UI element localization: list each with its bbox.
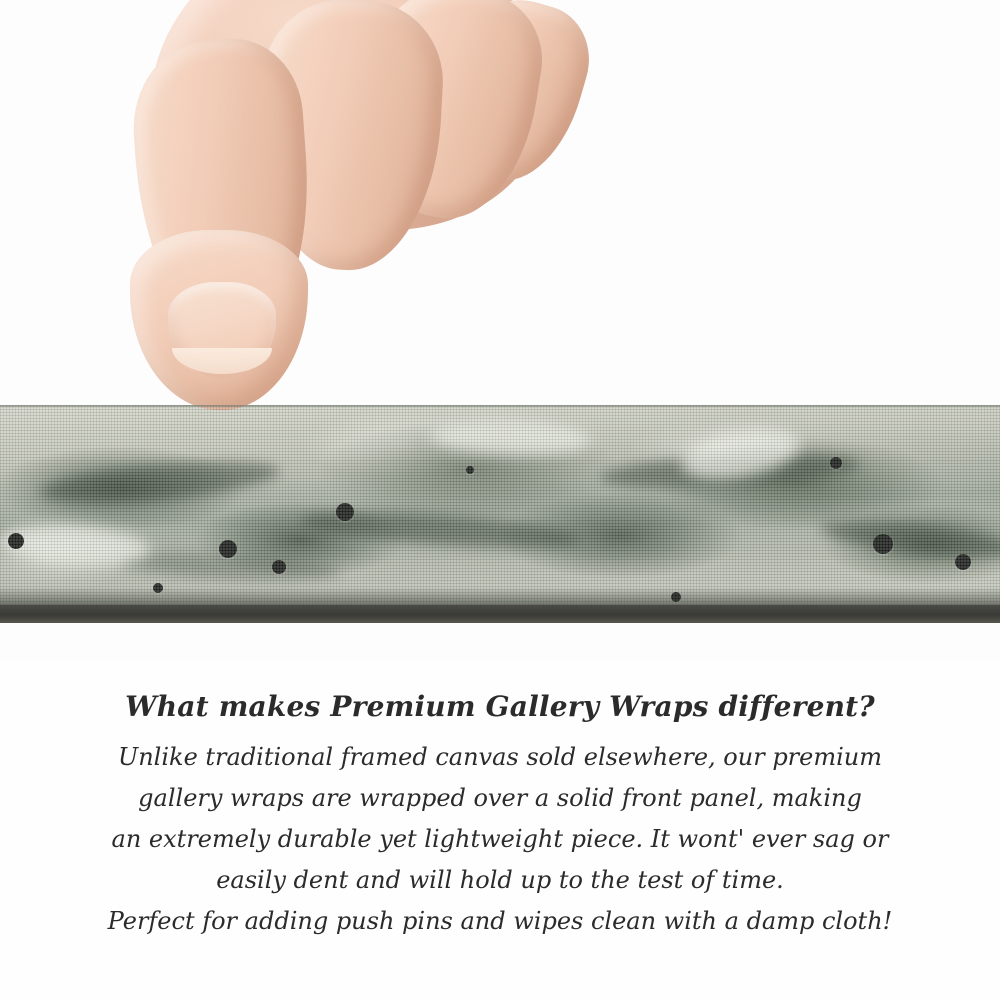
artwork-dark-spot [272, 560, 286, 574]
artwork-dark-spot [8, 533, 24, 549]
canvas-panel-edge [0, 605, 1000, 623]
caption-line-5: Perfect for adding push pins and wipes clean with a damp cloth! [107, 907, 893, 935]
artwork-dark-spot [466, 466, 474, 474]
artwork-dark-spot [336, 503, 354, 521]
artwork-dark-spot [955, 554, 971, 570]
artwork-dark-spot [219, 540, 237, 558]
caption-block [0, 690, 1000, 942]
caption-title: What makes Premium Gallery Wraps different? [125, 690, 875, 723]
canvas-top-highlight [0, 405, 1000, 408]
hand-illustration [120, 0, 560, 430]
caption-line-2: gallery wraps are wrapped over a solid front panel, making [138, 784, 862, 812]
caption-line-3: an extremely durable yet lightweight piece. It wont' ever sag or [111, 825, 889, 853]
artwork-dark-spot [830, 457, 842, 469]
caption-line-1: Unlike traditional framed canvas sold elsewhere, our premium [117, 743, 882, 771]
canvas-bottom-shadow [0, 587, 1000, 605]
caption-line-4: easily dent and will hold up to the test of time. [216, 866, 784, 894]
artwork-dark-spot [873, 534, 893, 554]
canvas-wrap-edge [0, 405, 1000, 623]
